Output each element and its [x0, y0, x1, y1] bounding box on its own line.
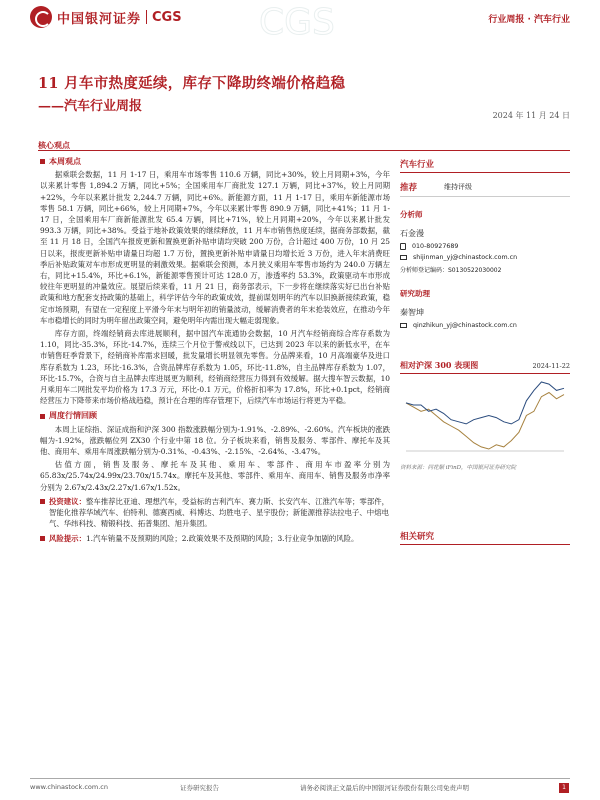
square-bullet-icon [40, 159, 45, 164]
svg-text:CGS: CGS [259, 2, 335, 40]
rating-key: 推荐 [400, 183, 418, 193]
email-line [400, 322, 570, 329]
watermark-icon [255, 0, 335, 40]
page-number: 1 [559, 783, 569, 793]
report-subtitle: ——汽车行业周报 [38, 99, 143, 114]
analyst-heading: 分析师 [400, 210, 423, 219]
chart-title: 相对沪深 300 表现图 [400, 360, 479, 370]
section-heading: 周度行情回顾 [49, 410, 97, 421]
company-logo [30, 6, 182, 28]
investment-advice [40, 496, 390, 530]
analyst-name: 石金漫 [400, 229, 424, 238]
investment-label: 投资建议： [49, 496, 86, 506]
paragraph-valuation: 估值方面，销售及服务、摩托车及其他、乘用车、零部件、商用车市盈率分别为 65.83x/25.74x/24.99x/23.70x/15.74x。摩托车及其他、零部件、乘用车、商用车、销售及服务市净率分别为 2.67x/2.43x/2.27x/1.67x/1.52x。 [40, 460, 390, 492]
email-address[interactable]: shijinman_yj@chinastock.com.cn [413, 254, 518, 261]
footer-doc-type: 证券研究报告 [180, 784, 219, 792]
phone-number: 010-80927689 [412, 243, 459, 250]
rating-value: 维持评级 [444, 183, 472, 191]
phone-icon [400, 243, 406, 250]
section-market-review [40, 410, 390, 421]
investment-text: 整车推荐比亚迪、理想汽车，受益标的吉利汽车、赛力斯、长安汽车、江淮汽车等；零部件，智能化推荐华域汽车、伯特利、德赛西威、科博达、均胜电子、星宇股份；新能源推荐法拉电子、中熔电气、华纬科技、精锻科技、拓普集团、旭升集团。 [49, 496, 389, 529]
square-bullet-icon [40, 499, 45, 504]
logo-cn-text: 中国银河证券 [57, 11, 142, 27]
main-column [40, 152, 390, 544]
paragraph-market: 本周上证综指、深证成指和沪深 300 指数涨跌幅分别为-1.91%、-2.89%、-2.60%。汽车板块的涨跌幅为-1.92%，涨跌幅位列 ZX30 个行业中第 18 位。分子板块来看，销售及服务、零部件、摩托车及其他、商用车、乘用车周涨跌幅分别为-0.31%、-0.43%、-2.15%、-2.64%、-3.47%。 [40, 424, 390, 457]
assistant-name: 秦智坤 [400, 308, 424, 317]
assistant-heading: 研究助理 [400, 289, 430, 298]
section-weekly-view [40, 156, 390, 167]
phone-line [400, 243, 570, 250]
report-type-tag: 行业周报 · 汽车行业 [488, 15, 570, 25]
chart-series-line-0 [406, 393, 564, 450]
rating-row [400, 181, 570, 197]
logo-en-text: CGS [152, 9, 182, 25]
risk-text: 1.汽车销量不及预期的风险；2.政策效果不及预期的风险；3.行业竞争加剧的风险。 [85, 533, 359, 543]
paragraph-inventory: 库存方面，终端经销商去库进展顺利，据中国汽车流通协会数据，10 月汽车经销商综合库存系数为 1.10，同比-35.3%，环比-14.7%，连续三个月位于警戒线以下，已达到 2023 年以来的新低水平，在车市销售旺季背景下，经销商补库需求回暖，批发量增长明显领先零售。分品牌来看，10 月高端豪华及进口库存系数为 1.23，环比-16.3%，合资品牌库存系数为 1.05，环比-11.8%，自主品牌库存系数为 1.07，环比-15.7%，合资与自主品牌去库进展更为顺利，经销商经营压力得到有效缓解。据大搜车智云数据，10 月乘用车二网批发平均价格为 17.3 万元，环比-0.1 万元，价格折扣率为 17.8%，环比+0.1pct，经销商经营压力下降带来市场价格战趋稳，预计在合理的库存管理下，后续汽车市场运行将更为平稳。 [40, 329, 390, 406]
header-rule [38, 150, 570, 151]
square-bullet-icon [40, 536, 45, 541]
side-column [400, 152, 570, 542]
email-address[interactable]: qinzhikun_yj@chinastock.com.cn [413, 322, 517, 329]
email-line [400, 254, 570, 261]
mail-icon [400, 255, 407, 260]
footer-url[interactable]: www.chinastock.com.cn [30, 783, 108, 791]
registration-code: 分析师登记编码：S0130522030002 [400, 267, 502, 274]
page-header [0, 0, 600, 40]
chart-svg [400, 374, 570, 459]
industry-heading: 汽车行业 [400, 158, 570, 173]
chart-date: 2024-11-22 [532, 362, 570, 370]
related-research-heading: 相关研究 [400, 530, 570, 545]
chart-source: 资料来源：同花顺 iFinD，中国银河证券研究院 [400, 465, 517, 471]
chart-header [400, 360, 570, 374]
mail-icon [400, 323, 407, 328]
logo-icon [30, 6, 52, 28]
logo-divider [146, 10, 147, 24]
chart-series-line-1 [406, 382, 564, 424]
square-bullet-icon [40, 414, 45, 419]
core-view-label: 核心观点 [38, 140, 70, 150]
page-footer [30, 778, 570, 792]
paragraph-sales: 据乘联会数据，11 月 1-17 日，乘用车市场零售 110.6 万辆，同比+30%，较上月同期+3%，今年以来累计零售 1,894.2 万辆，同比+5%；全国乘用车厂商批发 127.1 万辆，同比+37%，较上月同期+22%，今年以来累计批发 2,244.7 万辆，同比+6%。新能源方面，11 月 1-17 日，乘用车新能源市场零售 58.1 万辆，同比+66%，较上月同期+7%，今年以来累计零售 890.9 万辆，同比+41%；11 月 1-17 日，全国乘用车厂商新能源批发 65.4 万辆，同比+71%，较上月同期+20%，今年以来累计批发 993.3 万辆，同比+38%。受益于地补政策效果的继续释放，11 月车市销售热度延续，据商务部数据，截至 11 月 18 日，全国汽车报废更新和置换更新补贴申请均突破 200 万份，合计超过 400 万份，10 月 25 日以来，报废更新补贴申请量日均超 1.7 万份，置换更新补贴申请量日均增长近 3 万份，进入年末消费旺季后补贴政策对车市形成更明显的刺激效果。据乘联会预测，本月狭义乘用车零售市场约为 240.0 万辆左右，同比+15.4%，环比+6.1%，新能源零售预计可达 128.0 万，渗透率约 53.3%，政策驱动车市形成较往年更明显的冲量效应。展望后续来看，11 月 21 日，商务部表示，下一步将在继续落实好已出台补贴政策和地方配套支持政策的基础上，科学评估今年的政策成效，提前谋划明年的汽车以旧换新接续政策，稳定市场预期，有望在一定程度上平滑今年末与明年初的销量波动，缓解消费者的年末抢装效应，在推动今年车市稳增长的同时为明年留出政策空间，避免明年内需出现大幅走弱现象。 [40, 170, 390, 325]
report-date: 2024 年 11 月 24 日 [492, 111, 570, 120]
section-heading: 本周观点 [49, 156, 81, 166]
risk-label: 风险提示： [49, 533, 86, 543]
relative-performance-chart [400, 360, 570, 471]
risk-warning [40, 533, 390, 544]
footer-disclaimer: 请务必阅读正文最后的中国银河证券股份有限公司免责声明 [300, 784, 469, 792]
report-title: 11 月车市热度延续，库存下降助终端价格趋稳 [38, 75, 346, 92]
